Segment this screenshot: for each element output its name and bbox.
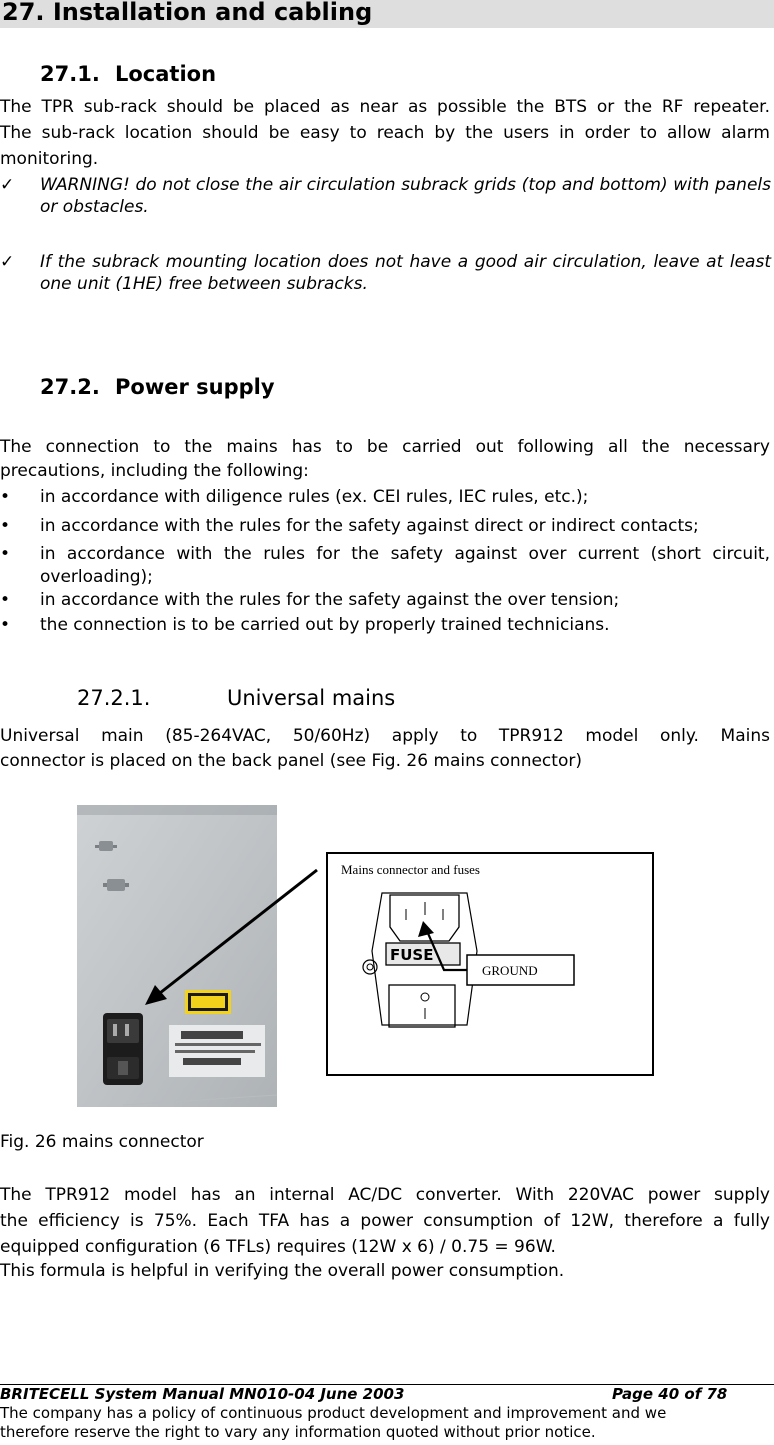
location-paragraph-line-3: monitoring. (0, 149, 99, 169)
bullet-icon: • (0, 615, 11, 635)
bullet-text: the connection is to be carried out by properly trained technicians. (40, 615, 610, 635)
check-icon: ✓ (0, 175, 15, 195)
fuse-label: FUSE (390, 946, 434, 964)
bullet-text: in accordance with diligence rules (ex. CEI rules, IEC rules, etc.); (40, 487, 589, 507)
power-intro-line-1: The connection to the mains has to be carried out following all the necessary (0, 437, 770, 457)
bullet-icon: • (0, 590, 11, 610)
consumption-line-1: The TPR912 model has an internal AC/DC converter. With 220VAC power supply (0, 1185, 770, 1205)
bullet-icon: • (0, 516, 11, 536)
section-heading-power-supply (40, 375, 275, 399)
check-icon: ✓ (0, 252, 15, 272)
location-paragraph-line-1: The TPR sub-rack should be placed as near as possible the BTS or the RF repeater. (0, 97, 770, 117)
consumption-line-4: This formula is helpful in verifying the overall power consumption. (0, 1261, 565, 1281)
bullet-item (0, 614, 770, 637)
figure-caption: Fig. 26 mains connector (0, 1132, 204, 1152)
warning-text: If the subrack mounting location does not have a good air circulation, leave at least one unit (1HE) free between subracks. (40, 252, 771, 294)
section-number: 27.2. (40, 375, 100, 399)
ground-label: GROUND (482, 963, 538, 978)
bullet-item (0, 543, 770, 589)
bullet-icon: • (0, 487, 11, 507)
rating-label (169, 1025, 265, 1077)
mains-paragraph-line-2: connector is placed on the back panel (see Fig. 26 mains connector) (0, 751, 582, 771)
mains-connector-figure (77, 805, 656, 1107)
bullet-item (0, 589, 770, 612)
bullet-text: in accordance with the rules for the safety against over current (short circuit, overloading); (40, 544, 770, 587)
bullet-icon: • (0, 544, 11, 564)
bullet-item (0, 486, 770, 509)
subsection-number: 27.2.1. (77, 686, 151, 710)
inset-title: Mains connector and fuses (341, 862, 480, 877)
bullet-text: in accordance with the rules for the safety against direct or indirect contacts; (40, 516, 699, 536)
section-title: Power supply (115, 375, 275, 399)
section-heading-location (40, 62, 216, 86)
chapter-title-text: Installation and cabling (52, 0, 373, 26)
power-intro-line-2: precautions, including the following: (0, 461, 309, 481)
bullet-item (0, 515, 770, 538)
subsection-title: Universal mains (227, 686, 396, 710)
warning-text: WARNING! do not close the air circulation subrack grids (top and bottom) with panels or obstacles. (40, 175, 771, 217)
mains-connector-inset (327, 853, 653, 1075)
bullet-text: in accordance with the rules for the safety against the over tension; (40, 590, 620, 610)
section-number: 27.1. (40, 62, 100, 86)
laser-warning-label (185, 990, 231, 1014)
back-panel-photo (77, 805, 277, 1107)
subsection-heading-universal-mains (77, 686, 395, 710)
mains-connector-illustration (77, 805, 656, 1107)
footer-disclaimer: The company has a policy of continuous product development and improvement and we therefore reserve the right to vary any information quoted without prior notice. (0, 1404, 667, 1441)
mains-paragraph-line-1: Universal main (85-264VAC, 50/60Hz) apply to TPR912 model only. Mains (0, 726, 770, 746)
warning-item (0, 251, 771, 297)
iec-inlet-icon (103, 1013, 143, 1085)
consumption-line-3: equipped configuration (6 TFLs) requires (12W x 6) / 0.75 = 96W. (0, 1237, 556, 1257)
footer-page-number: Page 40 of 78 (612, 1385, 728, 1403)
consumption-line-2: the efficiency is 75%. Each TFA has a power consumption of 12W, therefore a fully (0, 1211, 770, 1231)
section-title: Location (115, 62, 217, 86)
footer-document-info: BRITECELL System Manual MN010-04 June 2003 (0, 1385, 405, 1403)
chapter-title (2, 0, 372, 26)
chapter-number: 27. (2, 0, 45, 26)
warning-item (0, 174, 771, 220)
location-paragraph-line-2: The sub-rack location should be easy to reach by the users in order to allow alarm (0, 123, 770, 143)
